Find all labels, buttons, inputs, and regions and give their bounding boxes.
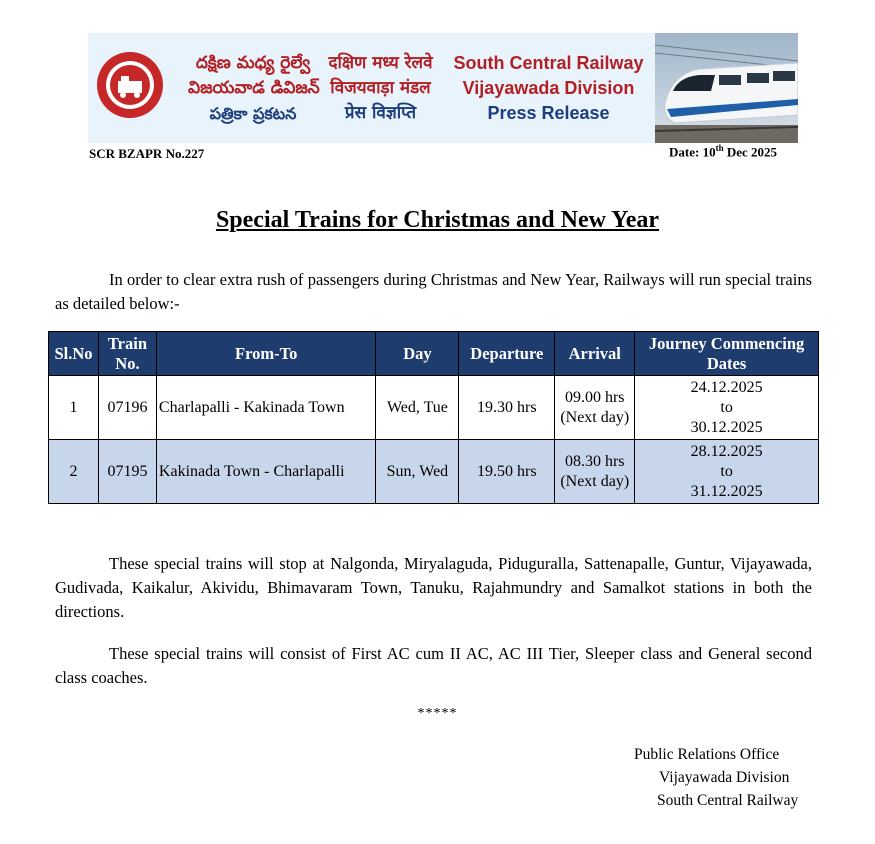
telugu-line-1: దక్షిణ మధ్య రైల్వే <box>195 53 311 73</box>
hindi-line-2: विजयवाड़ा मंडल <box>330 78 431 98</box>
indian-railways-logo-icon <box>96 51 164 119</box>
cell-train-no: 07195 <box>98 440 156 504</box>
arrival-time: 09.00 hrs <box>564 388 625 406</box>
coaches-paragraph <box>55 642 812 690</box>
date-prefix: Date: 10 <box>669 144 716 160</box>
arrival-time: 08.30 hrs <box>564 452 625 470</box>
date-to: 30.12.2025 <box>690 418 763 436</box>
col-header-train-no: Train No. <box>98 332 156 376</box>
cell-from-to: Kakinada Town - Charlapalli <box>156 440 376 504</box>
col-header-journey-dates: Journey Commencing Dates <box>635 332 819 376</box>
cell-departure: 19.50 hrs <box>459 440 555 504</box>
release-date <box>669 143 777 160</box>
date-separator: to <box>720 462 733 480</box>
cell-train-no: 07196 <box>98 376 156 440</box>
cell-departure: 19.30 hrs <box>459 376 555 440</box>
cell-arrival <box>555 440 635 504</box>
col-header-from-to: From-To <box>156 332 376 376</box>
date-to: 31.12.2025 <box>690 482 763 500</box>
col-header-day: Day <box>376 332 459 376</box>
cell-day: Sun, Wed <box>376 440 459 504</box>
coaches-text: These special trains will consist of First AC cum II AC, AC III Tier, Sleeper class and General second class coaches. <box>55 644 812 687</box>
table-header-row <box>49 332 819 376</box>
cell-journey-dates <box>635 440 819 504</box>
english-heading <box>446 51 651 126</box>
cell-journey-dates <box>635 376 819 440</box>
table-row <box>49 376 819 440</box>
intro-paragraph <box>55 268 812 316</box>
press-release-reference: SCR BZAPR No.227 <box>89 146 205 161</box>
cell-day: Wed, Tue <box>376 376 459 440</box>
date-rest: Dec 2025 <box>723 144 778 160</box>
section-divider-stars: ***** <box>417 706 458 721</box>
col-header-departure: Departure <box>459 332 555 376</box>
date-from: 28.12.2025 <box>690 442 763 460</box>
hindi-line-3: प्रेस विज्ञप्ति <box>344 103 417 123</box>
english-line-1: South Central Railway <box>453 53 644 73</box>
telugu-heading <box>188 51 318 126</box>
arrival-note: (Next day) <box>560 472 630 490</box>
cell-from-to: Charlapalli - Kakinada Town <box>156 376 376 440</box>
signature-line-1: Public Relations Office <box>634 746 780 763</box>
stops-paragraph <box>55 552 812 624</box>
english-line-2: Vijayawada Division <box>462 78 635 98</box>
signature-line-2: Vijayawada Division <box>659 769 790 786</box>
telugu-line-2: విజయవాడ డివిజన్ <box>188 78 320 98</box>
table-row <box>49 440 819 504</box>
header-banner <box>88 33 798 143</box>
english-line-3: Press Release <box>487 103 610 123</box>
vande-bharat-train-image <box>655 33 798 143</box>
signature-line-3: South Central Railway <box>657 792 799 809</box>
col-header-arrival: Arrival <box>555 332 635 376</box>
page-title: Special Trains for Christmas and New Year <box>215 207 660 233</box>
stops-text: These special trains will stop at Nalgonda, Miryalaguda, Piduguralla, Sattenapalle, Guntur, Vijayawada, Gudivada, Kaikalur, Akividu, Bhimavaram Town, Tanuku, Rajahmundry and Samalkot stations in both the directions. <box>55 554 812 621</box>
col-header-slno: Sl.No <box>49 332 99 376</box>
hindi-heading <box>318 51 443 126</box>
hindi-line-1: दक्षिण मध्य रेलवे <box>328 53 433 73</box>
special-trains-table <box>48 331 819 504</box>
cell-arrival <box>555 376 635 440</box>
date-separator: to <box>720 398 733 416</box>
arrival-note: (Next day) <box>560 408 630 426</box>
intro-text: In order to clear extra rush of passengers during Christmas and New Year, Railways will run special trains as detailed below:- <box>55 270 812 313</box>
date-suffix: th <box>715 143 724 153</box>
cell-slno: 2 <box>49 440 99 504</box>
date-from: 24.12.2025 <box>690 378 763 396</box>
cell-slno: 1 <box>49 376 99 440</box>
telugu-line-3: పత్రికా ప్రకటన <box>209 104 297 123</box>
